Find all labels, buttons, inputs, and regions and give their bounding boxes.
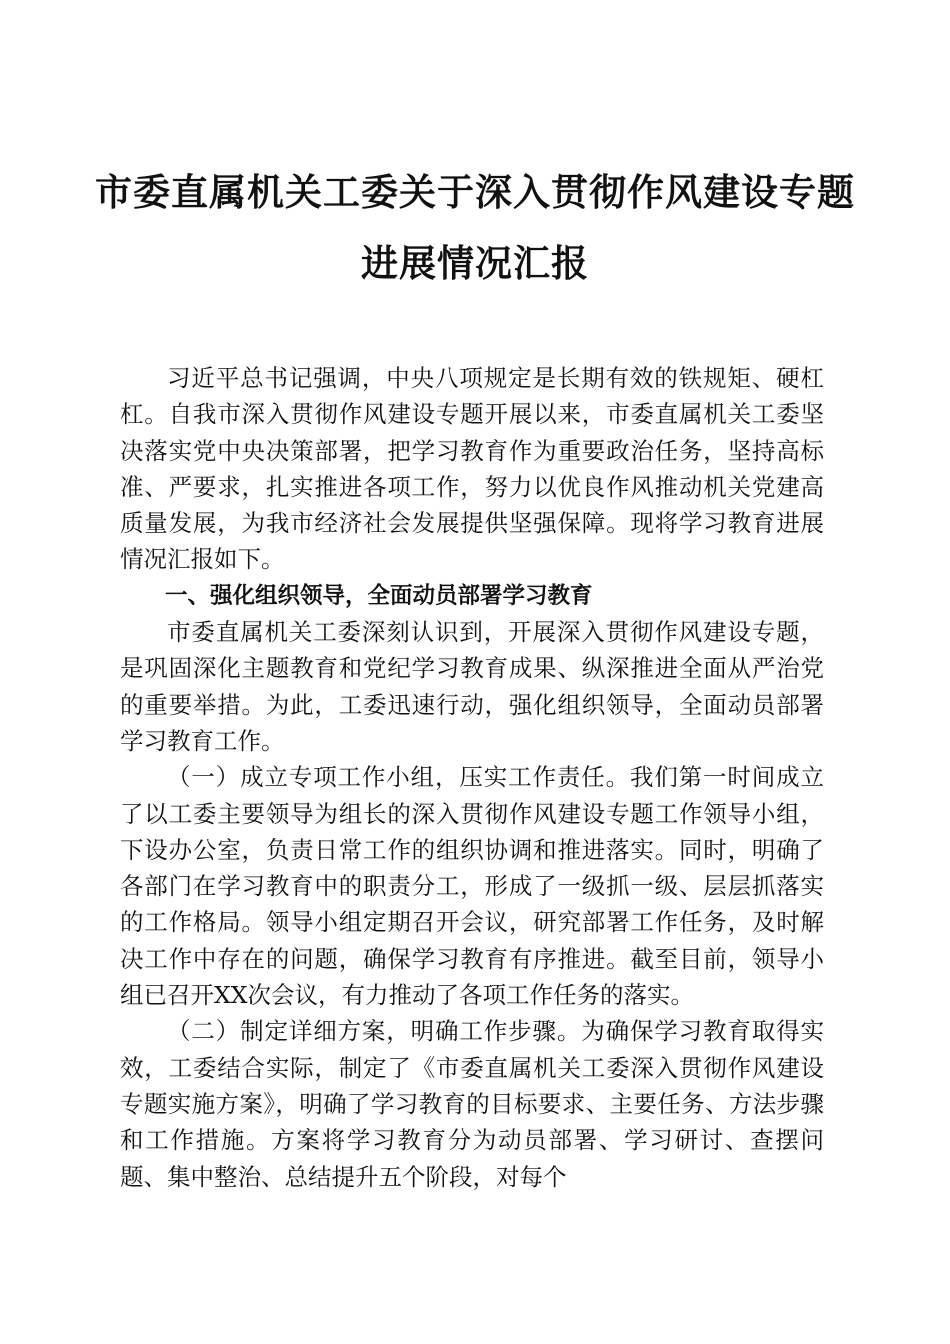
subsection-1-lead: （一）成立专项工作小组，压实工作责任。 [167, 763, 630, 792]
subsection-2-paragraph [120, 1013, 824, 1194]
document-body [120, 360, 824, 1195]
subsection-1-text: 我们第一时间成立了以工委主要领导为组长的深入贯彻作风建设专题工作领导小组，下设办公室，负责日常工作的组织协调和推进落实。同时，明确了各部门在学习教育中的职责分工，形成了一级抓一级、层层抓落实的工作格局。领导小组定期召开会议，研究部署工作任务，及时解决工作中存在的问题，确保学习教育有序推进。截至目前，领导小组已召开XX次会议，有力推动了各项工作任务的落实。 [120, 763, 825, 1010]
document-title-line2: 进展情况汇报 [361, 241, 589, 285]
subsection-2-lead: （二）制定详细方案，明确工作步骤。 [167, 1017, 582, 1046]
subsection-1-paragraph [120, 759, 824, 1013]
subsection-2-text: 为确保学习教育取得实效，工委结合实际，制定了《市委直属机关工委深入贯彻作风建设专题实施方案》，明确了学习教育的目标要求、主要任务、方法步骤和工作措施。方案将学习教育分为动员部署、学习研讨、查摆问题、集中整治、总结提升五个阶段，对每个 [120, 1017, 825, 1191]
intro-paragraph: 习近平总书记强调，中央八项规定是长期有效的铁规矩、硬杠杠。自我市深入贯彻作风建设专题开展以来，市委直属机关工委坚决落实党中央决策部署，把学习教育作为重要政治任务，坚持高标准、严要求，扎实推进各项工作，努力以优良作风推动机关党建高质量发展，为我市经济社会发展提供坚强保障。现将学习教育进展情况汇报如下。 [120, 364, 824, 574]
section-1-paragraph: 市委直属机关工委深刻认识到，开展深入贯彻作风建设专题，是巩固深化主题教育和党纪学习教育成果、纵深推进全面从严治党的重要举措。为此，工委迅速行动，强化组织领导，全面动员部署学习教育工作。 [120, 618, 824, 755]
document-title-line1: 市委直属机关工委关于深入贯彻作风建设专题 [95, 170, 855, 214]
section-1-heading: 一、强化组织领导，全面动员部署学习教育 [165, 582, 593, 609]
